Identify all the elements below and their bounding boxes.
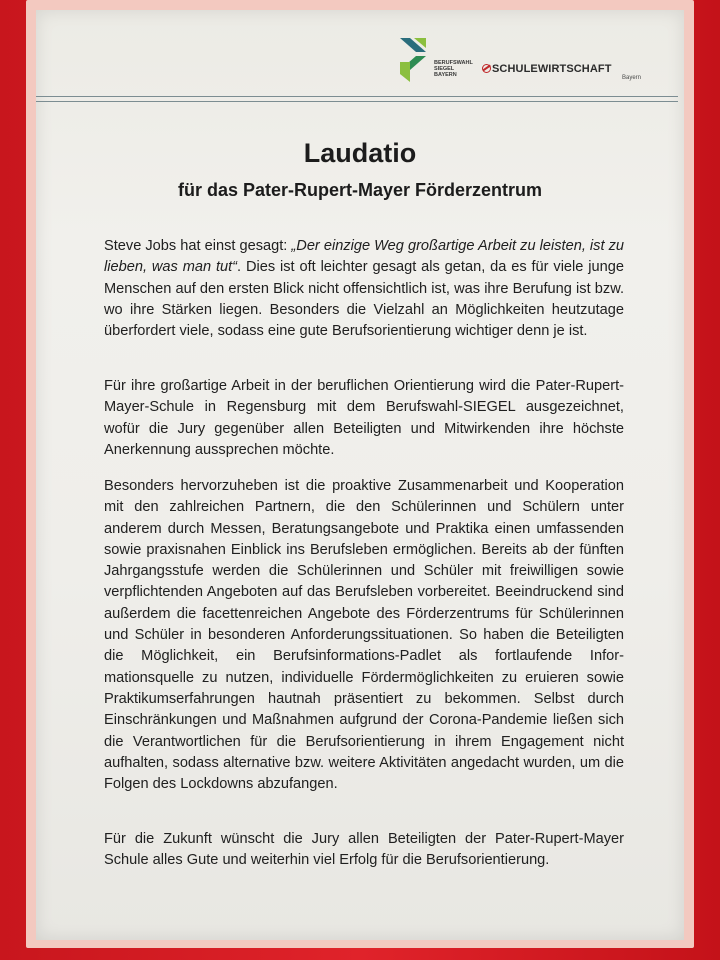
framed-document	[36, 10, 684, 940]
document-title: Laudatio	[303, 138, 417, 168]
steve-jobs-quote: „Der einzige Weg großartige Arbeit zu leisten, ist zu lieben, was man tut“	[104, 238, 624, 276]
schulewirtschaft-sublabel: Bayern	[622, 75, 642, 81]
header-divider-top	[36, 96, 678, 97]
paragraph-details: Besonders hervorzuheben ist die proaktive Zusammenarbeit und Kooperation mit den zahlreichen Partnern, die den Schülerinnen und Schülern unter anderem durch Messen, Beratungsangebote und Praktika einen umfassenden sowie praxisnahen Einblick ins Berufsleben ermöglichen. Bereits ab der fünften Jahrgangsstufe werden die Schülerinnen und Schüler mit freiwilligen sowie verpflichtenden Angeboten auf das Berufsleben vorbereitet. Beeindruckend sind außerdem die facettenreichen Angebote des Förderzentrums für Schülerinnen und Schüler in besonderen Anforderungssituationen. So haben die Beteiligten die Möglichkeit, ein Berufsinformations-Padlet als fortlaufende Informationsquelle zu nutzen, individuelle Fördermöglichkeiten zu eruieren sowie Praktikumserfahrungen hautnah präsentiert zu bekommen. Selbst durch Einschränkungen und Maßnahmen aufgrund der Corona-Pandemie ließen sich die Verantwortlichen für die Berufsorientierung in ihrem Engagement nicht aufhalten, sodass alternative bzw. weitere Aktivitäten angedacht wurden, um die Folgen des Lockdowns abzufangen.	[104, 478, 624, 793]
schulewirtschaft-ring-icon	[482, 64, 491, 73]
berufswahl-siegel-logo-icon	[396, 36, 430, 82]
schulewirtschaft-label: SCHULEWIRTSCHAFT	[492, 63, 612, 75]
siegel-logo-text: BERUFSWAHL SIEGEL BAYERN	[434, 60, 473, 78]
paragraph-closing: Für die Zukunft wünscht die Jury allen Beteiligten der Pater-Rupert-Mayer Schule alles Gute und weiterhin viel Erfolg für die Berufsorientierung.	[104, 831, 624, 869]
header-divider-bottom	[36, 101, 678, 102]
document-subtitle: für das Pater-Rupert-Mayer Förderzentrum	[177, 180, 543, 200]
intro-text: Steve Jobs hat einst gesagt:	[104, 238, 292, 254]
intro-rest: . Dies ist oft leichter gesagt als getan, da es für viele junge Menschen auf den ersten Blick nicht offensichtlich ist, was ihre Berufung ist bzw. wo ihre Stärken liegen. Besonders die Vielzahl an Möglichkeiten heutzutage überfordert viele, sodass eine gute Berufsorientierung wichtiger denn je ist.	[104, 259, 624, 340]
header-logos	[396, 32, 656, 92]
paragraph-intro	[104, 236, 624, 342]
paragraph-award: Für ihre großartige Arbeit in der beruflichen Orientierung wird die Pater-Rupert-Mayer-Schule in Regensburg mit dem Berufswahl-SIEGEL ausgezeichnet, wofür die Jury gegenüber allen Beteiligten und Mitwirkenden ihre höchste Anerkennung aussprechen möchte.	[104, 378, 624, 458]
schulewirtschaft-logo	[482, 63, 612, 75]
